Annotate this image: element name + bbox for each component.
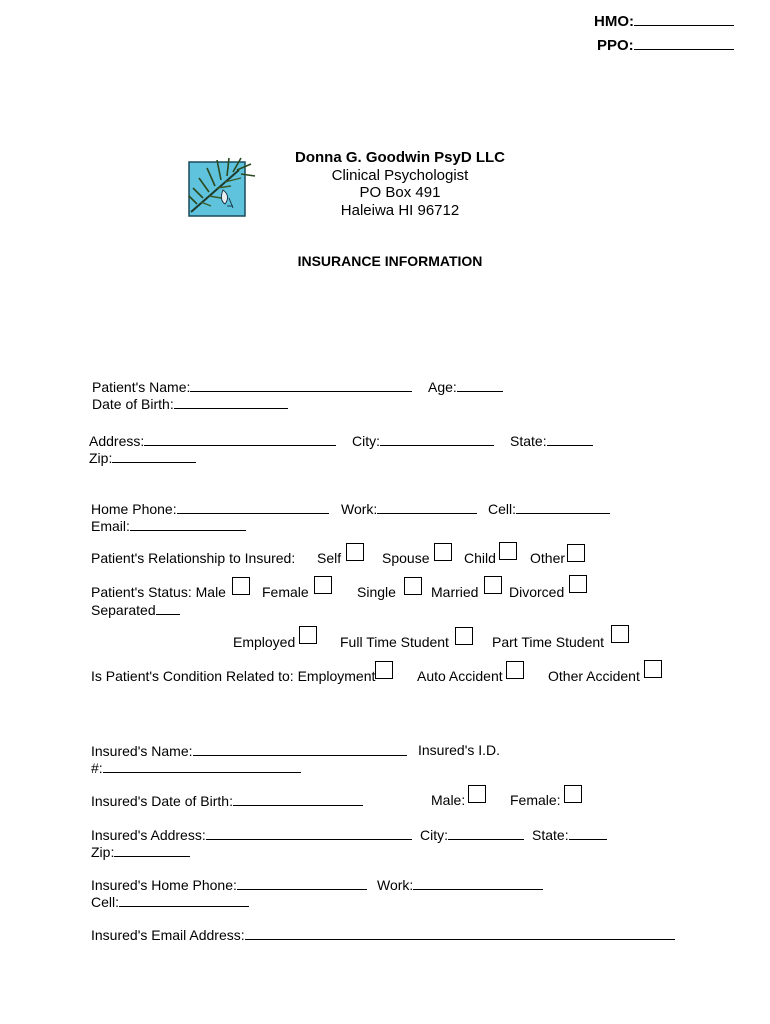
email-field (91, 517, 246, 534)
separated-blank[interactable] (156, 601, 180, 615)
status-male-label: Patient's Status: Male (91, 584, 226, 600)
employed-label: Employed (233, 634, 296, 650)
insured-home-phone-label: Insured's Home Phone: (91, 877, 237, 893)
work-field (341, 500, 477, 517)
insured-city-field (420, 826, 524, 843)
address-label: Address: (89, 433, 145, 449)
insured-email-blank[interactable] (245, 926, 675, 940)
spouse-checkbox[interactable] (434, 543, 452, 561)
part-time-checkbox[interactable] (611, 625, 629, 643)
insured-male-checkbox[interactable] (468, 785, 486, 803)
patient-name-label: Patient's Name: (92, 379, 191, 395)
insured-city-blank[interactable] (448, 826, 524, 840)
part-time-label: Part Time Student (492, 634, 605, 650)
divorced-label: Divorced (509, 584, 565, 600)
zip-blank[interactable] (112, 449, 196, 463)
insured-zip-field (91, 843, 190, 860)
full-time-checkbox[interactable] (455, 627, 473, 645)
insured-address-label: Insured's Address: (91, 827, 206, 843)
child-checkbox[interactable] (499, 542, 517, 560)
insured-female-checkbox[interactable] (564, 785, 582, 803)
state-field (510, 432, 593, 449)
insured-id-label: Insured's I.D. (418, 742, 501, 758)
insured-cell-label: Cell: (91, 894, 120, 910)
employed-checkbox[interactable] (299, 626, 317, 644)
condition-label: Is Patient's Condition Related to: Employment (91, 668, 376, 684)
insured-work-label: Work: (377, 877, 414, 893)
insured-name-blank[interactable] (193, 742, 407, 756)
auto-accident-label: Auto Accident (417, 668, 503, 684)
insured-dob-blank[interactable] (233, 792, 363, 806)
state-blank[interactable] (547, 432, 593, 446)
other-checkbox[interactable] (567, 544, 585, 562)
age-field (428, 378, 503, 395)
child-label: Child (464, 550, 496, 566)
insured-dob-label: Insured's Date of Birth: (91, 793, 233, 809)
insured-id-num-label: #: (91, 760, 103, 776)
insured-female-label: Female: (510, 792, 561, 808)
practice-name: Donna G. Goodwin PsyD LLC (295, 149, 505, 166)
email-label: Email: (91, 518, 130, 534)
zip-label: Zip: (89, 450, 113, 466)
auto-accident-checkbox[interactable] (506, 661, 524, 679)
insured-home-phone-blank[interactable] (237, 876, 367, 890)
city-blank[interactable] (380, 432, 494, 446)
insured-address-blank[interactable] (206, 826, 412, 840)
home-phone-field (91, 500, 329, 517)
other-label: Other (530, 550, 566, 566)
zip-field (89, 449, 196, 466)
insured-dob-field (91, 792, 363, 809)
insured-id-field (91, 759, 301, 776)
hmo-label: HMO: (594, 13, 634, 30)
insured-state-blank[interactable] (569, 826, 607, 840)
spouse-label: Spouse (382, 550, 430, 566)
other-accident-label: Other Accident (548, 668, 640, 684)
female-checkbox[interactable] (314, 576, 332, 594)
insured-id-blank[interactable] (103, 759, 301, 773)
insured-city-label: City: (420, 827, 448, 843)
insured-work-field (377, 876, 543, 893)
single-checkbox[interactable] (404, 577, 422, 595)
address-blank[interactable] (144, 432, 336, 446)
home-phone-blank[interactable] (177, 500, 329, 514)
ppo-field (597, 36, 734, 54)
relationship-label: Patient's Relationship to Insured: (91, 550, 296, 566)
city-field (352, 432, 494, 449)
separated-field (91, 601, 180, 618)
insured-cell-blank[interactable] (119, 893, 249, 907)
insured-address-field (91, 826, 412, 843)
insured-home-phone-field (91, 876, 367, 893)
employment-checkbox[interactable] (375, 661, 393, 679)
married-checkbox[interactable] (484, 576, 502, 594)
practice-title: Clinical Psychologist (331, 167, 469, 184)
insured-email-label: Insured's Email Address: (91, 927, 245, 943)
practice-address1: PO Box 491 (359, 184, 441, 201)
patient-name-blank[interactable] (190, 378, 412, 392)
ppo-label: PPO: (597, 37, 634, 54)
insured-state-field (532, 826, 607, 843)
dob-field (92, 395, 288, 412)
practice-logo (183, 152, 261, 220)
work-label: Work: (341, 501, 378, 517)
insured-work-blank[interactable] (413, 876, 543, 890)
city-label: City: (352, 433, 380, 449)
dob-blank[interactable] (174, 395, 288, 409)
insured-cell-field (91, 893, 249, 910)
email-blank[interactable] (130, 517, 246, 531)
female-label: Female (262, 584, 309, 600)
divorced-checkbox[interactable] (569, 575, 587, 593)
insured-name-label: Insured's Name: (91, 743, 193, 759)
age-label: Age: (428, 379, 457, 395)
hmo-blank[interactable] (634, 12, 734, 26)
form-title: INSURANCE INFORMATION (297, 253, 483, 269)
state-label: State: (510, 433, 547, 449)
address-field (89, 432, 336, 449)
self-label: Self (317, 550, 342, 566)
insured-male-label: Male: (431, 792, 466, 808)
cell-field (488, 500, 610, 517)
insured-zip-label: Zip: (91, 844, 115, 860)
male-checkbox[interactable] (232, 577, 250, 595)
full-time-label: Full Time Student (340, 634, 449, 650)
separated-label: Separated (91, 602, 156, 618)
age-blank[interactable] (457, 378, 503, 392)
hmo-field (594, 12, 734, 30)
self-checkbox[interactable] (346, 543, 364, 561)
cell-label: Cell: (488, 501, 517, 517)
dob-label: Date of Birth: (92, 396, 174, 412)
cell-blank[interactable] (516, 500, 610, 514)
insured-zip-blank[interactable] (114, 843, 190, 857)
ppo-blank[interactable] (634, 36, 734, 50)
other-accident-checkbox[interactable] (644, 660, 662, 678)
practice-address2: Haleiwa HI 96712 (340, 202, 460, 219)
married-label: Married (431, 584, 479, 600)
insured-name-field (91, 742, 407, 759)
insured-email-field (91, 926, 675, 943)
single-label: Single (357, 584, 396, 600)
insured-state-label: State: (532, 827, 569, 843)
home-phone-label: Home Phone: (91, 501, 177, 517)
work-blank[interactable] (377, 500, 477, 514)
patient-name-field (92, 378, 412, 395)
